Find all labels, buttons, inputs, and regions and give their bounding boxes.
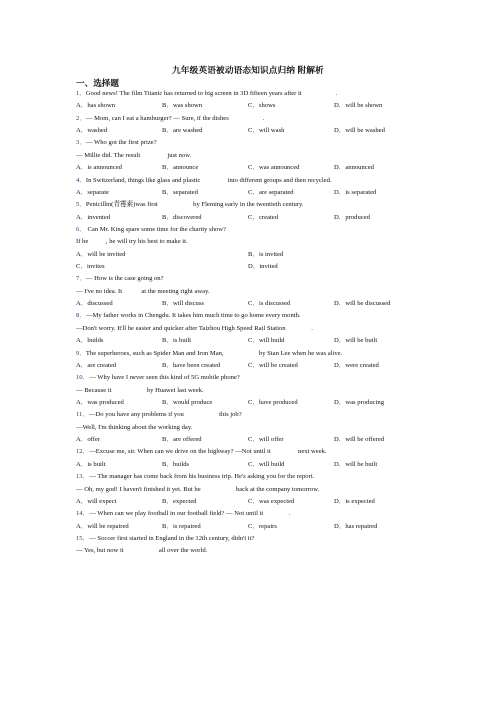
answer-option: C．will build [248, 337, 285, 345]
answer-blank [124, 286, 140, 298]
question-text: — Mom, can I eat a hamburger? — Sure, if the dishes . [86, 115, 264, 122]
answer-option: D．produced [334, 213, 370, 221]
answer-option: D．announced [334, 164, 374, 172]
answer-blank [185, 409, 217, 421]
answer-option: B．builds [162, 460, 190, 468]
question-number: 4． [76, 176, 86, 184]
answer-option: D．will be discussed [334, 300, 391, 308]
question-number: 14． [76, 510, 90, 518]
answer-options [76, 261, 421, 273]
answer-option: D．is separated [334, 188, 377, 196]
question-text: — The manager has come back from his business trip. He's asking you for the report. [89, 473, 315, 481]
answer-option: B．have been created [162, 361, 221, 369]
answer-option: C．was announced [248, 164, 300, 172]
answer-blank [287, 323, 311, 335]
question-list [76, 88, 421, 558]
answer-options [76, 100, 421, 112]
answer-options [76, 212, 421, 224]
answer-option: A．has shown [76, 102, 116, 110]
answer-option: A．builds [76, 337, 104, 345]
answer-option: D．invited [248, 263, 278, 271]
answer-option: B．are offered [162, 436, 202, 444]
question-text: Penicillin(青霉素)was first by Fleming early in the twentieth century. [86, 201, 304, 208]
question-text: Good news! The film Titanic has returned to big screen in 3D fifteen years after it . [86, 90, 337, 97]
answer-option: A．washed [76, 127, 108, 135]
answer-options [76, 459, 421, 471]
answer-option: A．will expect [76, 497, 117, 505]
answer-option: D．were created [334, 361, 379, 369]
question-number: 2． [76, 114, 86, 122]
dialogue-line: — Yes, but now it all over the world. [76, 545, 421, 557]
question-number: 12． [76, 448, 90, 456]
answer-option: A．will be invited [76, 250, 126, 258]
answer-option: C．created [248, 213, 279, 221]
answer-option: A．is built [76, 460, 106, 468]
question-number: 6． [76, 225, 86, 233]
answer-options [76, 187, 421, 199]
answer-option: B．is built [162, 337, 192, 345]
question-number: 13． [76, 473, 90, 481]
answer-blank [272, 446, 296, 458]
question-number: 3． [76, 139, 86, 147]
answer-option: C．have produced [248, 398, 298, 406]
answer-option: B．is invited [248, 250, 284, 258]
question-stem [76, 224, 421, 236]
answer-option: C．is discussed [248, 300, 291, 308]
answer-option: B．was shown [162, 102, 203, 110]
dialogue-line: —Well, I'm thinking about the working day. [76, 423, 193, 431]
answer-option: C．will offer [248, 436, 284, 444]
answer-blank [90, 236, 106, 248]
question-text: Can Mr. King spare some time for the charity show? [85, 225, 226, 233]
answer-option: C．invites [76, 263, 105, 271]
answer-options [76, 125, 421, 137]
answer-options [76, 434, 421, 446]
question-stem [76, 175, 421, 187]
question-stem [76, 273, 421, 285]
answer-option: C．shows [248, 102, 276, 110]
answer-blank [202, 175, 226, 187]
question-stem [76, 446, 421, 458]
question-number: 8． [76, 312, 86, 320]
question-number: 11． [76, 411, 89, 419]
answer-option: D．will be built [334, 337, 378, 345]
answer-options [76, 397, 421, 409]
answer-option: C．will build [248, 460, 285, 468]
answer-options [76, 162, 421, 174]
answer-blank [202, 484, 234, 496]
answer-option: A．was produced [76, 398, 124, 406]
answer-option: D．is expected [334, 497, 375, 505]
answer-option: D．will be offered [334, 436, 385, 444]
answer-option: D．has repaired [334, 522, 378, 530]
answer-blank [230, 113, 262, 125]
answer-option: C．was expected [248, 497, 295, 505]
answer-blank [113, 385, 145, 397]
answer-option: B．would produce [162, 398, 213, 406]
question-text: — How is the case going on? [85, 275, 164, 283]
dialogue-line: —Don't worry. It'll be easier and quicker after Taizhou High Speed Rail Station . [76, 323, 421, 335]
answer-option: A．invented [76, 213, 111, 221]
question-stem [76, 310, 421, 322]
answer-option: B．is repaired [162, 522, 201, 530]
answer-blank [160, 199, 192, 211]
question-stem [76, 372, 421, 384]
dialogue-line: — Millie did. The result just now. [76, 150, 421, 162]
answer-option: D．was producing [334, 398, 384, 406]
answer-options [76, 521, 421, 533]
section-heading: 一、选择题 [76, 78, 119, 88]
answer-blank [303, 88, 335, 100]
answer-option: B．announce [162, 164, 199, 172]
answer-option: C．repairs [248, 522, 277, 530]
answer-option: D．will be shown [334, 102, 383, 110]
answer-option: C．will wash [248, 127, 285, 135]
question-stem [76, 199, 421, 211]
answer-option: A．separate [76, 188, 109, 196]
answer-options [76, 360, 421, 372]
question-number: 5． [76, 201, 86, 209]
answer-option: B．discovered [162, 213, 202, 221]
answer-option: B．expected [162, 497, 197, 505]
question-text: —Excuse me, sir. When can we drive on the highway? —Not until it next week. [89, 448, 326, 455]
answer-blank [225, 348, 257, 360]
question-stem [76, 137, 421, 149]
question-text: — Why have I never seen this kind of 5G mobile phone? [89, 374, 240, 382]
question-stem [76, 88, 421, 100]
answer-options [76, 249, 421, 261]
question-number: 10． [76, 374, 90, 382]
question-stem [76, 348, 421, 360]
answer-options [76, 496, 421, 508]
dialogue-line: — Oh, my god! I haven't finished it yet. But he back at the company tomorrow. [76, 484, 421, 496]
question-stem [76, 113, 421, 125]
question-text: — Soccer first started in England in the 12th century, didn't it? [89, 534, 255, 542]
answer-option: A．offer [76, 436, 101, 444]
answer-blank [142, 150, 166, 162]
question-stem [76, 508, 421, 520]
answer-option: A．discussed [76, 300, 113, 308]
question-text: — Who got the first prize? [85, 139, 157, 147]
answer-option: A．is announced [76, 164, 122, 172]
answer-option: D．will be built [334, 460, 378, 468]
question-stem [76, 471, 421, 483]
question-stem [76, 409, 421, 421]
answer-option: B．separated [162, 188, 198, 196]
question-number: 9． [76, 349, 86, 357]
answer-option: C．will be created [248, 361, 298, 369]
answer-option: B．will discuss [162, 300, 204, 308]
question-text: — When can we play football in our football field? — Not until it . [89, 510, 290, 517]
answer-blank [125, 545, 157, 557]
dialogue-line: — Because it by Huawei last week. [76, 385, 421, 397]
answer-option: C．are separated [248, 188, 294, 196]
question-number: 15． [76, 534, 90, 542]
dialogue-line: If he , he will try his best to make it. [76, 236, 421, 248]
question-text: In Switzerland, things like glass and plastic into different groups and then recycled. [86, 177, 332, 184]
answer-options [76, 335, 421, 347]
question-text: The superheroes, such as Spider Man and Iron Man, by Stan Lee when he was alive. [86, 350, 342, 357]
question-text: —My father works in Chengdu. It takes him much time to go home every month. [85, 312, 301, 320]
answer-blank [265, 508, 289, 520]
question-stem [76, 533, 421, 545]
page-title: 九年级英语被动语态知识点归纳 附解析 [172, 65, 324, 75]
dialogue-line: — I've no idea. It at the meeting right away. [76, 286, 421, 298]
question-number: 7． [76, 275, 86, 283]
answer-option: A．will be repaired [76, 522, 129, 530]
question-text: —Do you have any problems if you this job? [89, 411, 242, 418]
answer-options [76, 298, 421, 310]
answer-option: A．are created [76, 361, 117, 369]
answer-option: B．are washed [162, 127, 203, 135]
question-number: 1． [76, 90, 86, 97]
answer-option: D．will be washed [334, 127, 385, 135]
